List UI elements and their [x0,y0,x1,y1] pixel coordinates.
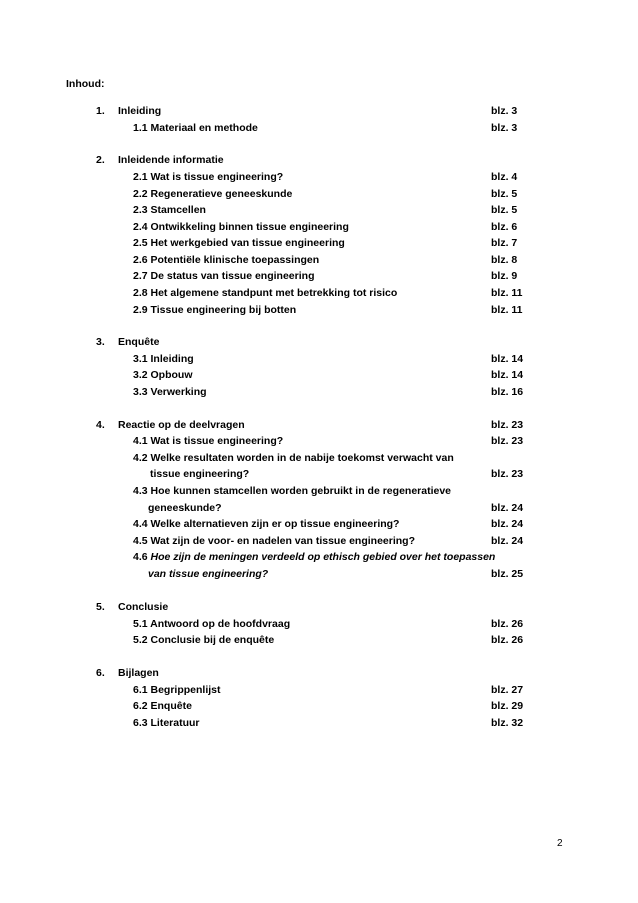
toc-item-page-ref: blz. 3 [491,122,518,134]
chapter-title: Enquête [118,336,160,348]
toc-item-page-ref: blz. 8 [491,254,518,266]
page-number: 2 [557,838,563,849]
toc-item-page-ref: blz. 9 [491,270,518,282]
toc-item: 2.5 Het werkgebied van tissue engineering [133,237,345,249]
toc-item-continuation: geneeskunde? [148,502,222,514]
toc-item: 2.8 Het algemene standpunt met betrekking tot risico [133,287,398,299]
toc-item: 4.1 Wat is tissue engineering? [133,435,284,447]
toc-item-page-ref: blz. 23 [491,435,524,447]
toc-item: 6.3 Literatuur [133,717,200,729]
chapter-number: 1. [96,105,105,117]
chapter-title: Inleiding [118,105,162,117]
toc-item: 3.2 Opbouw [133,369,193,381]
toc-item-page-ref: blz. 32 [491,717,524,729]
chapter-number: 2. [96,154,105,166]
chapter-page-ref: blz. 3 [491,105,518,117]
chapter-number: 4. [96,419,105,431]
toc-item: 4.5 Wat zijn de voor- en nadelen van tissue engineering? [133,535,416,547]
toc-item-page-ref: blz. 29 [491,700,524,712]
toc-item-page-ref: blz. 25 [491,568,524,580]
toc-item-page-ref: blz. 23 [491,468,524,480]
toc-item-page-ref: blz. 11 [491,287,523,299]
toc-item: 1.1 Materiaal en methode [133,122,258,134]
toc-item-page-ref: blz. 4 [491,171,518,183]
toc-item-page-ref: blz. 6 [491,221,518,233]
toc-item [133,550,495,564]
toc-item-page-ref: blz. 7 [491,237,518,249]
toc-item-page-ref: blz. 5 [491,204,518,216]
toc-item-continuation: van tissue engineering? [148,568,269,580]
toc-item: 4.2 Welke resultaten worden in de nabije toekomst verwacht van [133,452,454,464]
chapter-title: Conclusie [118,601,169,613]
toc-item-page-ref: blz. 26 [491,634,524,646]
toc-item-page-ref: blz. 26 [491,618,524,630]
toc-item-continuation: tissue engineering? [150,468,250,480]
toc-item: 2.9 Tissue engineering bij botten [133,304,297,316]
toc-item: 2.6 Potentiële klinische toepassingen [133,254,320,266]
toc-item: 2.3 Stamcellen [133,204,206,216]
chapter-number: 3. [96,336,105,348]
chapter-page-ref: blz. 23 [491,419,524,431]
toc-item: 5.2 Conclusie bij de enquête [133,634,275,646]
chapter-title: Reactie op de deelvragen [118,419,245,431]
toc-item-title: Hoe zijn de meningen verdeeld op ethisch gebied over het toepassen [150,551,496,563]
toc-item: 4.4 Welke alternatieven zijn er op tissue engineering? [133,518,400,530]
chapter-number: 5. [96,601,105,613]
chapter-title: Inleidende informatie [118,154,224,166]
toc-item-page-ref: blz. 11 [491,304,523,316]
toc-item-page-ref: blz. 27 [491,684,524,696]
chapter-title: Bijlagen [118,667,159,679]
toc-item: 2.2 Regeneratieve geneeskunde [133,188,293,200]
toc-item: 6.2 Enquête [133,700,192,712]
toc-item-page-ref: blz. 14 [491,353,524,365]
toc-item: 2.4 Ontwikkeling binnen tissue engineering [133,221,349,233]
toc-item: 5.1 Antwoord op de hoofdvraag [133,618,291,630]
toc-title: Inhoud: [66,78,105,90]
toc-item: 6.1 Begrippenlijst [133,684,221,696]
toc-item: 2.7 De status van tissue engineering [133,270,315,282]
toc-item: 2.1 Wat is tissue engineering? [133,171,284,183]
toc-item-page-ref: blz. 5 [491,188,518,200]
toc-item-page-ref: blz. 16 [491,386,524,398]
toc-item: 3.3 Verwerking [133,386,207,398]
toc-item: 4.3 Hoe kunnen stamcellen worden gebruikt in de regeneratieve [133,485,452,497]
toc-item-page-ref: blz. 24 [491,535,524,547]
toc-item-page-ref: blz. 14 [491,369,524,381]
toc-item-page-ref: blz. 24 [491,502,524,514]
toc-item-number: 4.6 [133,551,151,563]
toc-item-page-ref: blz. 24 [491,518,524,530]
toc-item: 3.1 Inleiding [133,353,194,365]
chapter-number: 6. [96,667,105,679]
